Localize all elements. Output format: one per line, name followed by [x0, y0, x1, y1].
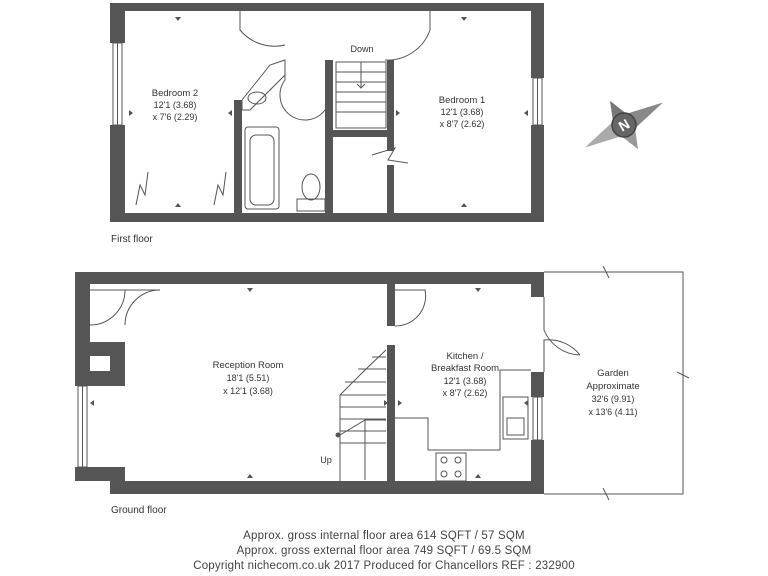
wall [234, 100, 242, 213]
bathtub-inner [250, 135, 274, 205]
toilet-cistern [297, 199, 325, 211]
wall [110, 213, 544, 222]
reception-dim1: 18'1 (5.51) [226, 373, 270, 383]
stairs-down-label: Down [350, 44, 374, 54]
wall [110, 3, 544, 11]
garden-dim2: x 13'6 (4.11) [588, 407, 638, 417]
compass-letter: N [615, 115, 633, 135]
stairs-up-label: Up [320, 455, 332, 465]
marker [129, 110, 133, 116]
kitchen-dim1: 12'1 (3.68) [443, 376, 487, 386]
marker [475, 474, 481, 478]
marker [461, 17, 467, 21]
wall [75, 371, 110, 386]
ground-floor-windows [78, 386, 542, 467]
marker [461, 203, 467, 207]
wall [75, 342, 125, 356]
wall [75, 272, 544, 284]
wall [110, 481, 544, 494]
wall [531, 440, 544, 494]
wall [531, 3, 544, 78]
bedroom2-dim2: x 7'6 (2.29) [152, 112, 198, 122]
external-area-text: Approx. gross external floor area 749 SQFT / 69.5 SQM [236, 545, 532, 557]
bedroom1-dim1: 12'1 (3.68) [440, 107, 484, 117]
marker [398, 400, 402, 406]
marker [247, 474, 253, 478]
garden-name2: Approximate [586, 381, 640, 392]
marker [524, 110, 528, 116]
stair-arrow [340, 420, 386, 435]
door-swing [240, 11, 285, 46]
first-floor-fixtures [136, 11, 430, 211]
wall [325, 130, 387, 137]
door-swing [544, 297, 580, 355]
door-swing [395, 290, 426, 326]
reception-name: Reception Room [212, 360, 284, 371]
door-swing [280, 60, 325, 120]
wall [531, 372, 544, 397]
marker [247, 288, 253, 292]
stair-start-dot [336, 433, 340, 437]
marker [175, 203, 181, 207]
ground-floor-label: Ground floor [111, 505, 167, 516]
door-swing [90, 290, 125, 325]
door-swing [125, 290, 160, 325]
hob-ring [441, 457, 447, 463]
wall [387, 345, 395, 481]
internal-area-text: Approx. gross internal floor area 614 SQFT / 57 SQM [243, 530, 525, 542]
garden-dim1: 32'6 (9.91) [591, 394, 635, 404]
wall [387, 284, 395, 326]
marker [228, 110, 232, 116]
marker [175, 17, 181, 21]
door-swing [385, 11, 430, 60]
bedroom1-dim2: x 8'7 (2.62) [439, 119, 485, 129]
marker [396, 110, 400, 116]
garden-name1: Garden [597, 368, 629, 379]
kitchen-dim2: x 8'7 (2.62) [442, 388, 488, 398]
sink-basin [507, 418, 524, 435]
kitchen-name2: Breakfast Room [430, 363, 500, 374]
hob-ring [441, 471, 447, 477]
toilet [302, 174, 320, 200]
wall [110, 3, 125, 43]
marker [524, 400, 528, 406]
compass-icon [581, 96, 667, 155]
wall [110, 125, 125, 222]
marker [90, 400, 94, 406]
reception-dim2: x 12'1 (3.68) [223, 386, 273, 396]
wall [75, 272, 90, 342]
wall [75, 356, 90, 371]
wall [110, 356, 125, 386]
first-floor-label: First floor [111, 234, 153, 245]
kitchen-name1: Kitchen / [446, 351, 484, 362]
wall [387, 60, 394, 137]
bedroom1-name: Bedroom 1 [438, 95, 486, 106]
cut-marker [214, 172, 226, 205]
bedroom2-dim1: 12'1 (3.68) [153, 100, 197, 110]
door-swing [544, 340, 580, 372]
hob-ring [455, 457, 461, 463]
marker [475, 288, 481, 292]
hob-ring [455, 471, 461, 477]
wall [387, 165, 394, 213]
hob [436, 453, 466, 481]
wall [531, 272, 544, 297]
bedroom2-name: Bedroom 2 [151, 88, 199, 99]
wall [531, 125, 544, 222]
wall [110, 467, 125, 494]
copyright-text: Copyright nichecom.co.uk 2017 Produced for Chancellors REF : 232900 [193, 560, 575, 572]
cut-marker [136, 172, 148, 205]
